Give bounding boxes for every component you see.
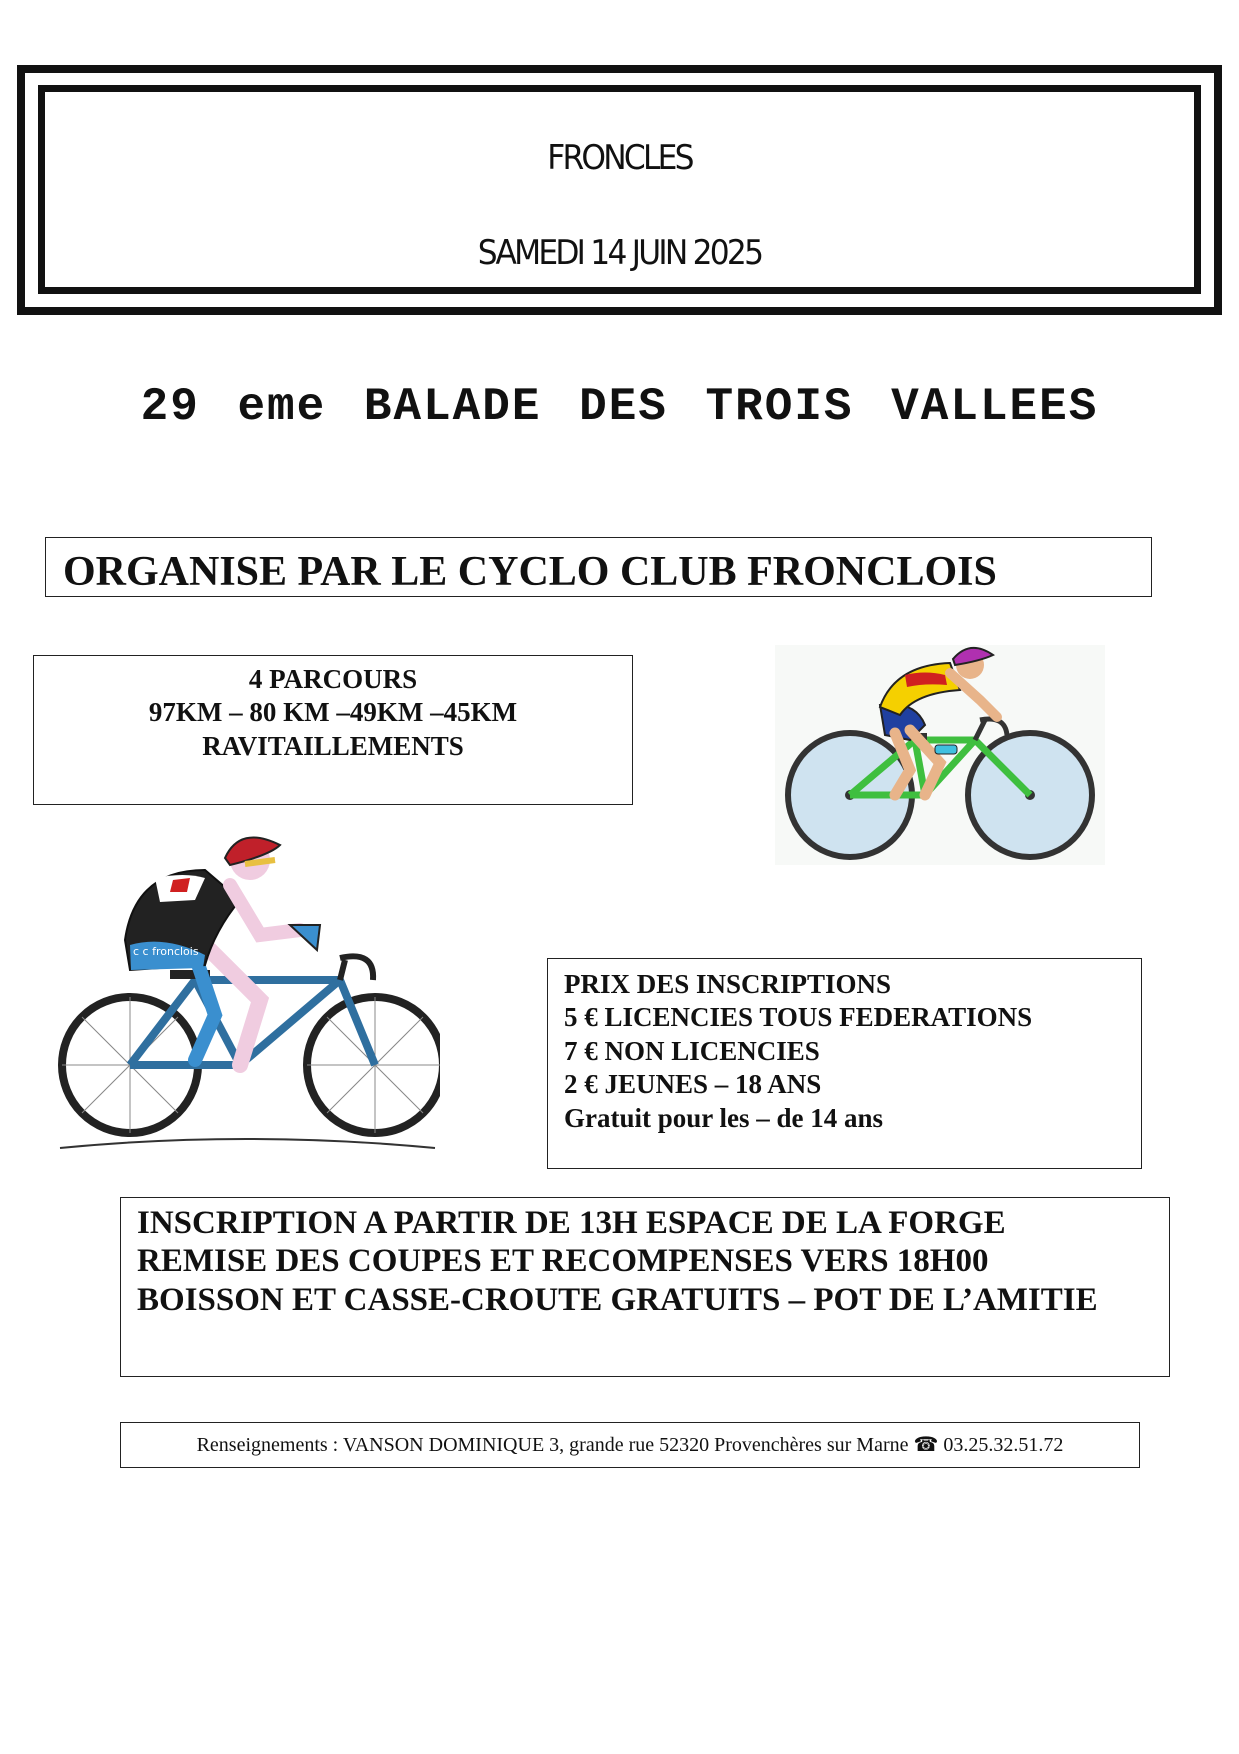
routes-distances: 97KM – 80 KM –49KM –45KM	[148, 697, 518, 727]
info-refreshments: BOISSON ET CASSE-CROUTE GRATUITS – POT DE L’AMITIE	[137, 1282, 1098, 1318]
header-date: SAMEDI 14 JUIN 2025	[477, 233, 762, 273]
routes-heading: 4 PARCOURS	[248, 664, 418, 694]
price-youth: 2 € JEUNES – 18 ANS	[564, 1069, 822, 1099]
header-town: FRONCLES	[547, 138, 692, 178]
price-non-licensed: 7 € NON LICENCIES	[564, 1036, 820, 1066]
contact-text: Renseignements : VANSON DOMINIQUE 3, grande rue 52320 Provenchères sur Marne ☎ 03.25.32.51.72	[196, 1434, 1064, 1456]
event-title: 29 eme BALADE DES TROIS VALLEES	[140, 381, 1099, 433]
prices-heading: PRIX DES INSCRIPTIONS	[564, 969, 892, 999]
price-free-children: Gratuit pour les – de 14 ans	[564, 1103, 884, 1133]
jersey-text: c c fronclois	[133, 945, 199, 958]
cyclist-blue-illustration	[55, 830, 440, 1160]
info-awards: REMISE DES COUPES ET RECOMPENSES VERS 18H00	[137, 1243, 989, 1279]
info-registration: INSCRIPTION A PARTIR DE 13H ESPACE DE LA FORGE	[137, 1205, 1006, 1241]
routes-supplies: RAVITAILLEMENTS	[202, 731, 464, 761]
price-licensed: 5 € LICENCIES TOUS FEDERATIONS	[564, 1002, 1033, 1032]
organizer-text: ORGANISE PAR LE CYCLO CLUB FRONCLOIS	[63, 549, 997, 595]
cyclist-yellow-illustration	[775, 645, 1105, 865]
